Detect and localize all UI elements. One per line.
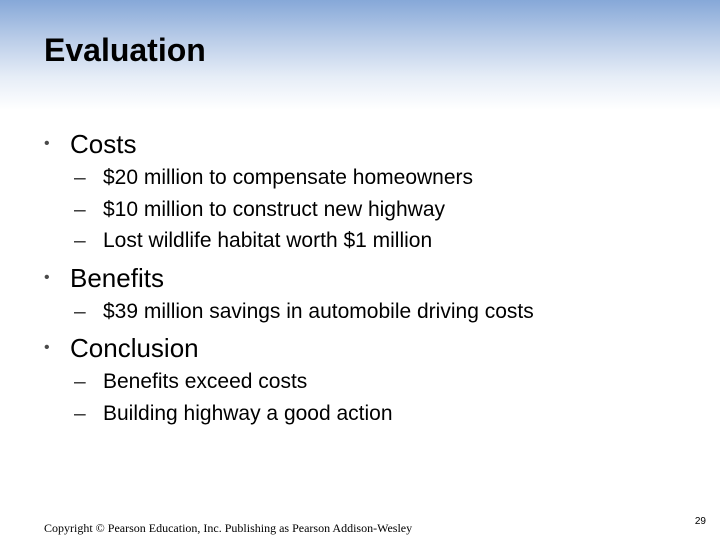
sub-item-text: Building highway a good action [103,401,393,425]
bullet-dot-icon: • [44,268,50,286]
dash-icon: – [74,229,86,252]
sub-item-text: $10 million to construct new highway [103,197,446,221]
page-number: 29 [694,516,706,527]
sub-item [44,398,684,430]
bullet-dot-icon: • [44,135,50,152]
section-benefits [44,260,684,328]
sub-item [44,296,684,328]
sub-list [44,162,684,257]
sub-list [44,366,684,429]
footer-copyright: Copyright © Pearson Education, Inc. Publishing as Pearson Addison-Wesley [44,521,413,535]
sub-list [44,296,684,328]
dash-icon: – [74,166,86,189]
bullet-text: Conclusion [70,333,199,363]
section-costs [44,126,684,257]
bullet-dot-icon: • [44,339,50,356]
sub-item [44,366,684,398]
bullet-conclusion [44,330,684,366]
bullet-benefits [44,260,684,296]
sub-item [44,194,684,226]
bullet-text: Costs [70,129,137,159]
dash-icon: – [74,401,86,425]
dash-icon: – [74,370,86,393]
bullet-costs [44,126,684,162]
slide-title: Evaluation [44,32,206,68]
section-conclusion [44,330,684,429]
sub-item-text: $20 million to compensate homeowners [103,166,474,189]
slide-content [44,126,684,429]
sub-item-text: $39 million savings in automobile driving costs [103,299,534,323]
sub-item [44,225,684,257]
dash-icon: – [74,299,86,323]
sub-item-text: Benefits exceed costs [103,370,308,393]
sub-item [44,162,684,194]
dash-icon: – [74,197,86,221]
sub-item-text: Lost wildlife habitat worth $1 million [103,229,433,252]
bullet-text: Benefits [70,262,164,293]
